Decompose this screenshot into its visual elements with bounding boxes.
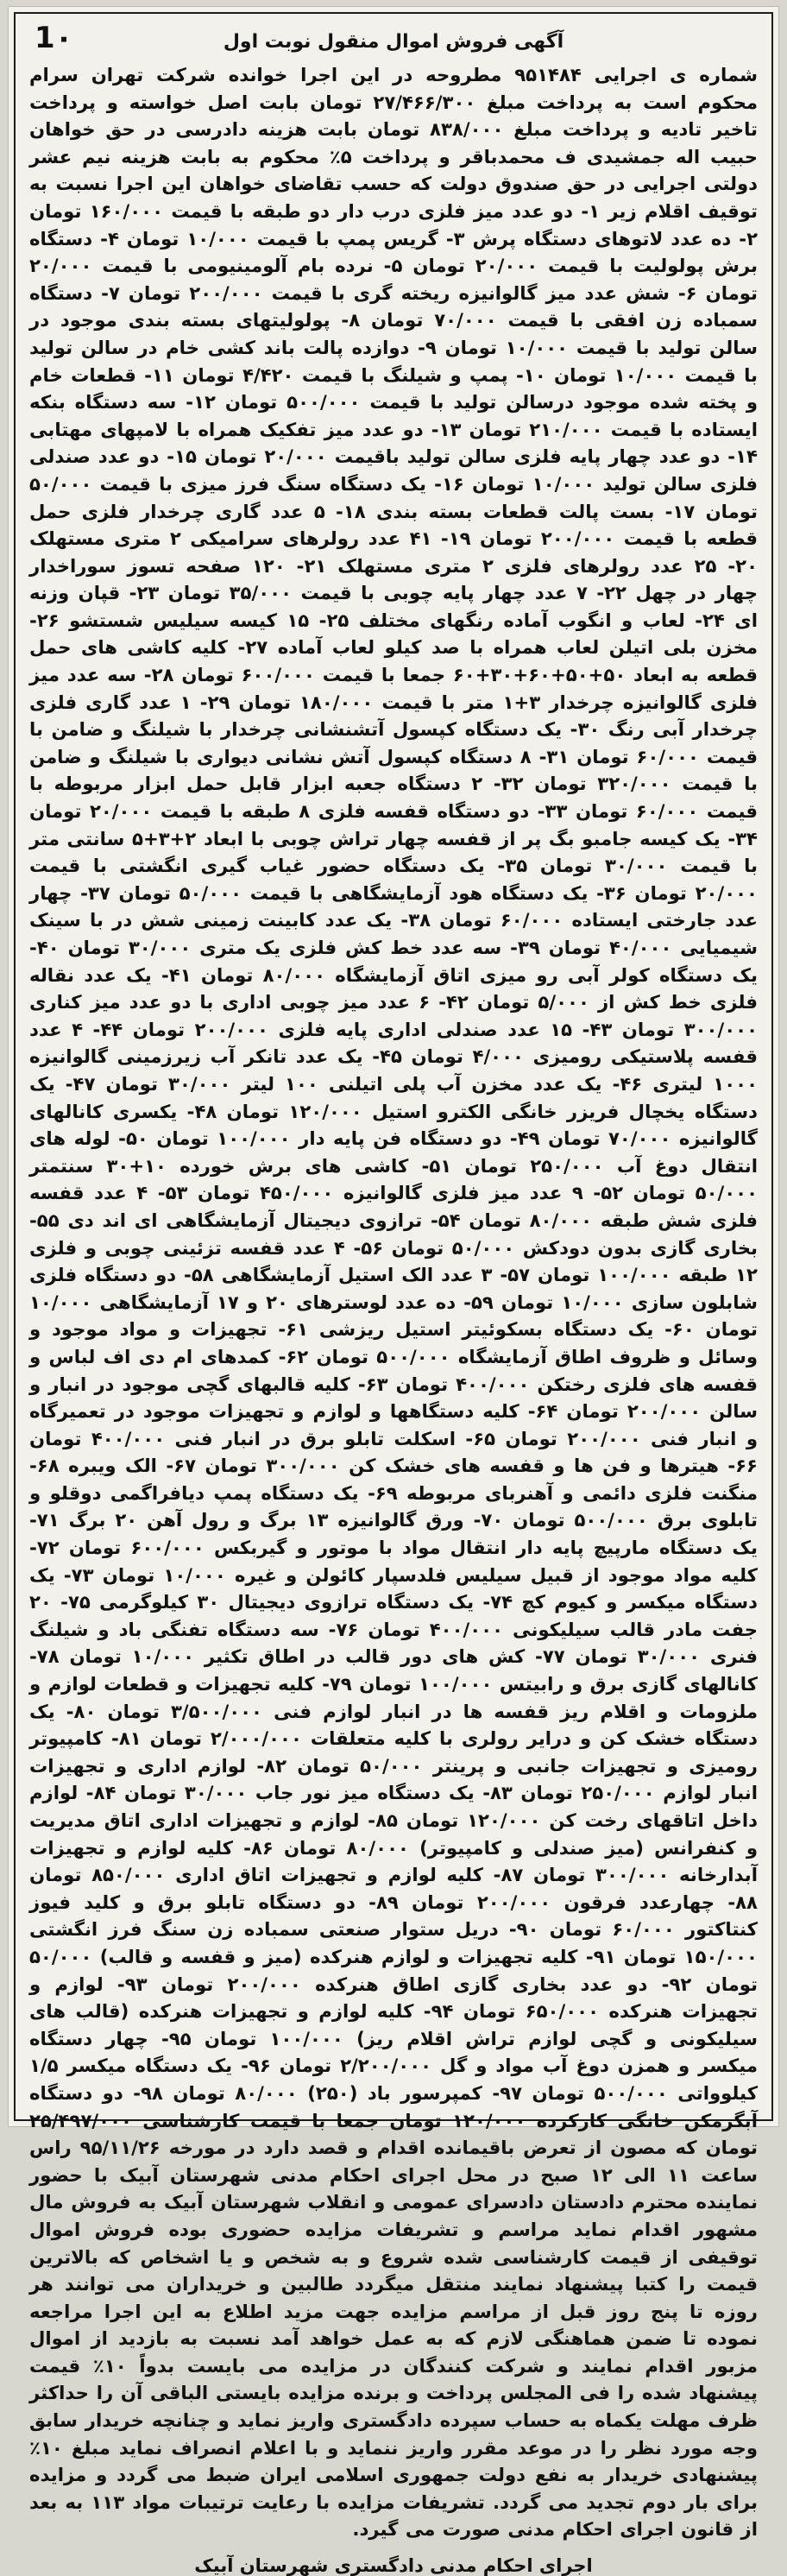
newspaper-clipping — [9, 7, 778, 2576]
notice-signature: اجرای احکام مدنی دادگستری شهرستان آبیک — [194, 2555, 593, 2576]
notice-body: شماره ی اجرایی ۹۵۱۴۸۴ مطروحه در این اجرا خوانده شرکت تهران سرام محکوم است به پرداخت مبلغ ۲۷/۴۶۶/۳۰۰ تومان بابت اصل خواسته و پرداخت تاخیر تادیه و پرداخت مبلغ ۸۳۸/۰۰۰ تومان بابت هزینه دادرسی در حق خواهان حبیب اله جمشیدی ف محمدباقر و پرداخت ۵٪ محکوم به بابت هزینه نیم عشر دولتی اجرایی در حق صندوق دولت که حسب تقاضای خواهان این اجرا نسبت به توقیف اقلام زیر ۱- دو عدد میز فلزی درب دار دو طبقه با قیمت ۱۶۰/۰۰۰ تومان ۲- ده عدد لاتوهای دستگاه پرش ۳- گریس پمپ با قیمت ۱۰/۰۰۰ تومان ۴- دستگاه برش پولولیت با قیمت ۲۰/۰۰۰ تومان ۵- نرده بام آلومینیومی با قیمت ۲۰/۰۰۰ تومان ۶- شش عدد میز گالوانیزه ریخته گری با قیمت ۲۰۰/۰۰۰ تومان ۷- دستگاه سمباده زن افقی با قیمت ۷۰/۰۰۰ تومان ۸- پولولیتهای بسته بندی موجود در سالن تولید با قیمت ۱۰/۰۰۰ تومان ۹- دوازده پالت باند کشی خام در سالن تولید با قیمت ۱۰/۰۰۰ تومان ۱۰- پمپ و شیلنگ با قیمت ۴/۴۲۰ تومان ۱۱- قطعات خام و پخته شده موجود درسالن تولید با قیمت ۵۰۰/۰۰۰ تومان ۱۲- سه دستگاه بنکه ایستاده با قیمت ۲۱۰/۰۰۰ تومان ۱۳- دو عدد میز تفکیک همراه با لامپهای مهتابی ۱۴- دو عدد چهار پایه فلزی سالن تولید باقیمت ۲۰/۰۰۰ تومان ۱۵- دو عدد صندلی فلزی سالن تولید ۱۰/۰۰۰ تومان ۱۶- یک دستگاه سنگ فرز میزی با قیمت ۵۰/۰۰۰ تومان ۱۷- بست پالت قطعات بسته بندی ۱۸- ۵ عدد گاری چرخدار فلزی حمل قطعه با قیمت ۲۰۰/۰۰۰ تومان ۱۹- ۴۱ عدد رولرهای سرامیکی ۲ متری مستهلک ۲۰- ۲۵ عدد رولرهای فلزی ۲ متری مستهلک ۲۱- ۱۲۰ صفحه تسوز سوراخدار چهار در چهل ۲۲- ۷ عدد چهار پایه چوبی با قیمت ۳۵/۰۰۰ تومان ۲۳- قپان وزنه ای ۲۴- لعاب و انگوب آماده رنگهای مختلف ۲۵- ۱۵ کیسه سیلیس شستشو ۲۶- مخزن بلی اتیلن لعاب همراه با صد کیلو لعاب آماده ۲۷- کلیه کاشی های حمل قطعه به ابعاد ۵۰+۵۰+۶۰+۳۰+۶۰ جمعا با قیمت ۶۰۰/۰۰۰ تومان ۲۸- سه عدد میز فلزی گالوانیزه چرخدار ۳+۱ متر با قیمت ۱۸۰/۰۰۰ تومان ۲۹- ۱ عدد گاری فلزی چرخدار آبی رنگ ۳۰- یک دستگاه کپسول آتشنشانی چرخدار با شیلنگ و ضامن با قیمت ۶۰/۰۰۰ تومان ۳۱- ۸ دستگاه کپسول آتش نشانی دیواری با شیلنگ و ضامن با قیمت ۳۲۰/۰۰۰ تومان ۳۲- ۲ دستگاه جعبه ابزار قابل حمل ابزار مربوطه با قیمت ۶۰/۰۰۰ تومان ۳۳- دو دستگاه قفسه فلزی ۸ طبقه با قیمت ۲۰/۰۰۰ تومان ۳۴- یک کیسه جامبو بگ پر از قفسه چهار تراش چوبی با ابعاد ۲+۳+۵ سانتی متر با قیمت ۳۰/۰۰۰ تومان ۳۵- یک دستگاه حضور غیاب گیری انگشتی با قیمت ۲۰/۰۰۰ تومان ۳۶- یک دستگاه هود آزمایشگاهی با قیمت ۵۰/۰۰۰ تومان ۳۷- چهار عدد جارختی ایستاده ۶۰/۰۰۰ تومان ۳۸- یک عدد کابینت زمینی شش در با سینک شیمیایی ۴۰/۰۰۰ تومان ۳۹- سه عدد خط کش فلزی یک متری ۳۰/۰۰۰ تومان ۴۰- یک دستگاه کولر آبی رو میزی اتاق آزمایشگاه ۸۰/۰۰۰ تومان ۴۱- یک عدد نقاله فلزی خط کش از ۵/۰۰۰ تومان ۴۲- ۶ عدد میز چوبی اداری با دو عدد میز کناری ۳۰۰/۰۰۰ تومان ۴۳- ۱۵ عدد صندلی اداری پایه فلزی ۲۰۰/۰۰۰ تومان ۴۴- ۴ عدد قفسه پلاستیکی رومیزی ۴/۰۰۰ تومان ۴۵- یک عدد تانکر آب زیرزمینی گالوانیزه ۱۰۰۰ لیتری ۴۶- یک عدد مخزن آب پلی اتیلنی ۱۰۰ لیتر ۳۰/۰۰۰ تومان ۴۷- یک دستگاه یخچال فریزر خانگی الکترو استیل ۱۲۰/۰۰۰ تومان ۴۸- یکسری کانالهای گالوانیزه ۷۰/۰۰۰ تومان ۴۹- دو دستگاه فن پایه دار ۱۰۰/۰۰۰ تومان ۵۰- لوله های انتقال دوغ آب ۲۵۰/۰۰۰ تومان ۵۱- کاشی های برش خورده ۱۰+۳۰ سنتمتر ۵۰/۰۰۰ تومان ۵۲- ۹ عدد میز فلزی گالوانیزه ۴۵۰/۰۰۰ تومان ۵۳- ۴ عدد قفسه فلزی شش طبقه ۸۰/۰۰۰ تومان ۵۴- ترازوی دیجیتال آزمایشگاهی ای اند دی ۵۵- بخاری گازی بدون دودکش ۵۰/۰۰۰ تومان ۵۶- ۴ عدد قفسه تزئینی چوبی و فلزی ۱۲ طبقه ۱۰۰/۰۰۰ تومان ۵۷- ۳ عدد الک استیل آزمایشگاهی ۵۸- دو دستگاه فلزی شابلون سازی ۱۰/۰۰۰ تومان ۵۹- ده عدد لوسترهای ۲۰ و ۱۷ آزمایشگاهی ۱۰/۰۰۰ تومان ۶۰- یک دستگاه بسکوئیتر استیل ریزشی ۶۱- تجهیزات و مواد موجود و وسائل و ظروف اطاق آزمایشگاه ۵۰۰/۰۰۰ تومان ۶۲- کمدهای ام دی اف لباس و قفسه های فلزی رختکن ۴۰۰/۰۰۰ تومان ۶۳- کلیه قالبهای گچی موجود در انبار و سالن ۲۰۰/۰۰۰ تومان ۶۴- کلیه دستگاهها و لوازم و تجهیزات موجود در تعمیرگاه و انبار فنی ۲۰۰/۰۰۰ تومان ۶۵- اسکلت تابلو برق در انبار فنی ۴۰۰/۰۰۰ تومان ۶۶- هیترها و فن ها و قفسه های خشک کن ۳۰۰/۰۰۰ تومان ۶۷- الک ویبره ۶۸- منگنت فلزی دائمی و آهنربای مربوطه ۶۹- یک دستگاه پمپ دیافراگمی دوقلو و تابلوی برق ۵۰۰/۰۰۰ تومان ۷۰- ورق گالوانیزه ۱۳ برگ و رول آهن ۲۰ برگ ۷۱- یک دستگاه مارپیچ پایه دار انتقال مواد با موتور و گیربکس ۶۰۰/۰۰۰ تومان ۷۲- کلیه مواد موجود از قبیل سیلیس فلدسپار کائولن و غیره ۱۰/۰۰۰ تومان ۷۳- یک دستگاه میکسر و کیوم کچ ۷۴- یک دستگاه ترازوی دیجیتال ۳۰ کیلوگرمی ۷۵- ۲۰ جفت مادر قالب سیلیکونی ۴۰۰/۰۰۰ تومان ۷۶- سه دستگاه تفنگی باد و شیلنگ فنری ۳۰/۰۰۰ تومان ۷۷- کش های دور قالب در اطاق تکثیر ۱۰/۰۰۰ تومان ۷۸- کانالهای گازی برق و رابیتس ۱۰۰/۰۰۰ تومان ۷۹- کلیه تجهیزات و قطعات لوازم و ملزومات و اقلام ریز قفسه ها در انبار لوازم فنی ۳/۵۰۰/۰۰۰ تومان ۸۰- یک دستگاه خشک کن و درایر رولری با کلیه متعلقات ۲/۰۰۰/۰۰۰ تومان ۸۱- کامپیوتر رومیزی و تجهیزات جانبی و پرینتر ۵۰/۰۰۰ تومان ۸۲- لوازم اداری و تجهیزات انبار لوازم ۲۵۰/۰۰۰ تومان ۸۳- یک دستگاه میز نور جاب ۳۰/۰۰۰ تومان ۸۴- لوازم داخل اتاقهای رخت کن ۱۲۰/۰۰۰ تومان ۸۵- لوازم و تجهیزات اداری اتاق مدیریت و کنفرانس (میز صندلی و کامپیوتر) ۸۰/۰۰۰ تومان ۸۶- کلیه لوازم و تجهیزات آبدارخانه ۳۰۰/۰۰۰ تومان ۸۷- کلیه لوازم و تجهیزات اتاق اداری ۸۵۰/۰۰۰ تومان ۸۸- چهارعدد فرقون ۲۰۰/۰۰۰ تومان ۸۹- دو دستگاه تابلو برق و کلید فیوز کنتاکتور ۶۰/۰۰۰ تومان ۹۰- دریل ستوار صنعتی سمباده زن سنگ فرز انگشتی ۱۵۰/۰۰۰ تومان ۹۱- کلیه تجهیزات و لوازم هنرکده (میز و قفسه و قالب) ۵۰/۰۰۰ تومان ۹۲- دو عدد بخاری گازی اطاق هنرکده ۲۰۰/۰۰۰ تومان ۹۳- لوازم و تجهیزات هنرکده ۶۵۰/۰۰۰ تومان ۹۴- کلیه لوازم و تجهیزات هنرکده (قالب های سیلیکونی و گچی لوازم تراش اقلام ریز) ۱۰۰/۰۰۰ تومان ۹۵- چهار دستگاه میکسر و همزن دوغ آب مواد و گل ۲/۲۰۰/۰۰۰ تومان ۹۶- یک دستگاه میکسر ۱/۵ کیلوواتی ۵۰۰/۰۰۰ تومان ۹۷- کمپرسور باد (۲۵۰) ۸۰/۰۰۰ تومان ۹۸- دو دستگاه آبگرمکن خانگی کارکرده ۱۲۰/۰۰۰ تومان جمعا با قیمت کارشناسی ۲۵/۴۹۷/۰۰۰ تومان که مصون از تعرض باقیمانده اقدام و قصد دارد در مورخه ۹۵/۱۱/۲۶ راس ساعت ۱۱ الی ۱۲ صبح در محل اجرای احکام مدنی شهرستان آبیک با حضور نماینده محترم دادستان دادسرای عمومی و انقلاب شهرستان آبیک به فروش مال مشهور اقدام نماید مراسم و تشریفات مزایده حضوری بوده فروش اموال توقیفی از قیمت کارشناسی شده شروع و به شخص و یا اشخاص که بالاترین قیمت را کتبا پیشنهاد نمایند منتقل میگردد طالبین و خریداران می توانند هر روزه تا پنج روز قبل از مراسم مزایده جهت مزید اطلاع به این اجرا مراجعه نموده تا ضمن هماهنگی لازم که به عمل خواهد آمد نسبت به بازدید از اموال مزبور اقدام نمایند و شرکت کنندگان در مزایده می بایست بدواً ۱۰٪ قیمت پیشنهاد شده را فی المجلس پرداخت و برنده مزایده بایستی الباقی آن را حداکثر ظرف مهلت یکماه به حساب سپرده دادگستری واریز نماید و چنانچه خریدار سابق وجه مورد نظر را در موعد مقرر واریز ننماید و با اعلام انصراف نماید مبلغ ۱۰٪ پیشنهادی خریدار به نفع دولت جمهوری اسلامی ایران ضبط می گردد و مزایده برای بار دوم تجدید می گردد. تشریفات مزایده با رعایت ترتیبات مواد ۱۱۳ به بعد از قانون اجرای احکام مدنی صورت می گیرد. — [29, 64, 759, 2541]
notice-content — [29, 21, 759, 2576]
handwritten-page-number: 1۰ — [35, 21, 73, 55]
notice-title: آگهی فروش اموال منقول نوبت اول — [223, 31, 564, 53]
